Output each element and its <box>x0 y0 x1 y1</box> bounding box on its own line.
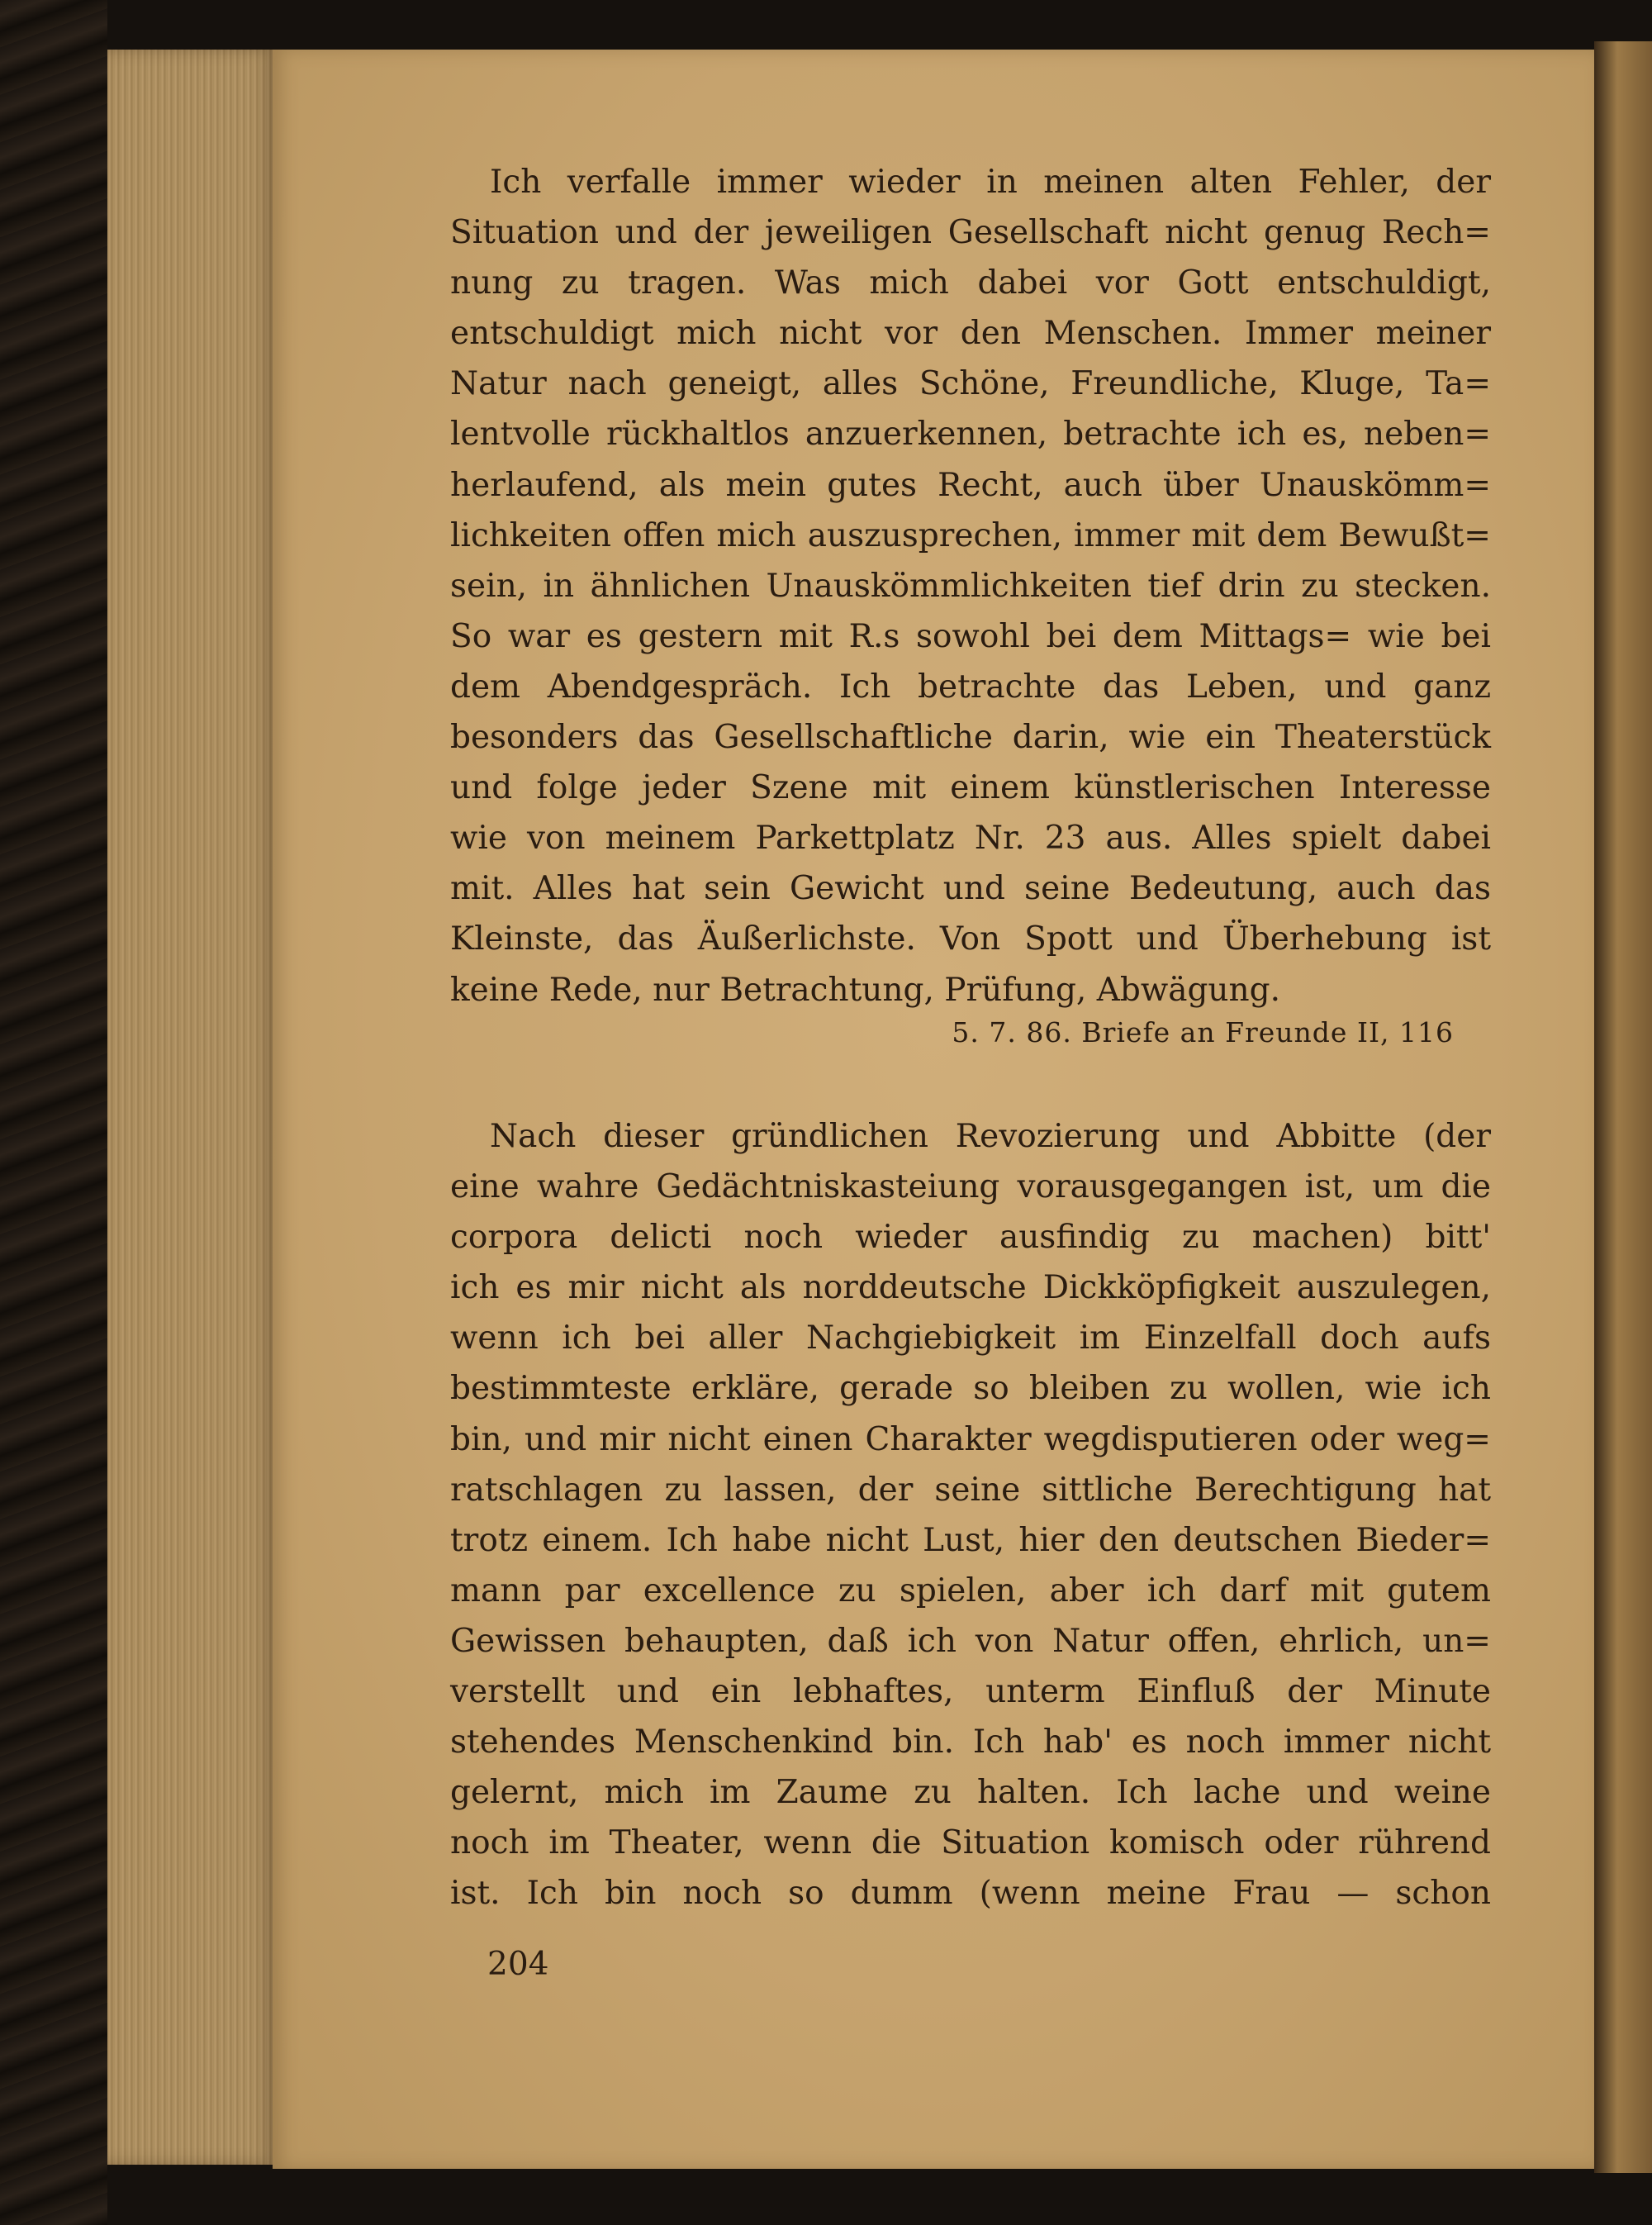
text-line: So war es gestern mit R.s sowohl bei dem Mittags= wie bei <box>450 617 1491 655</box>
text-line: entschuldigt mich nicht vor den Menschen. Immer meiner <box>450 315 1491 353</box>
text-line: und folge jeder Szene mit einem künstlerischen Interesse <box>450 769 1491 807</box>
text-line: Ich verfalle immer wieder in meinen alten Fehler, der <box>490 164 1491 201</box>
text-line: sein, in ähnlichen Unauskömmlichkeiten tief drin zu stecken. <box>450 567 1491 605</box>
book-cover <box>0 0 107 2225</box>
text-line: eine wahre Gedächtniskasteiung vorausgegangen ist, um die <box>450 1168 1491 1206</box>
text-line: lichkeiten offen mich auszusprechen, immer mit dem Bewußt= <box>450 516 1491 554</box>
page-number: 204 <box>487 1946 549 1983</box>
text-line: bestimmteste erkläre, gerade so bleiben zu wollen, wie ich <box>450 1370 1491 1408</box>
text-line: Natur nach geneigt, alles Schöne, Freundliche, Kluge, Ta= <box>450 365 1491 403</box>
text-line: mit. Alles hat sein Gewicht und seine Bedeutung, auch das <box>450 870 1491 908</box>
citation: 5. 7. 86. Briefe an Freunde II, 116 <box>952 1016 1454 1048</box>
text-line: bin, und mir nicht einen Charakter wegdisputieren oder weg= <box>450 1420 1491 1458</box>
text-line: ist. Ich bin noch so dumm (wenn meine Frau — schon <box>450 1875 1491 1913</box>
text-line: dem Abendgespräch. Ich betrachte das Leben, und ganz <box>450 668 1491 706</box>
text-line: herlaufend, als mein gutes Recht, auch über Unauskömm= <box>450 466 1491 504</box>
text-line: besonders das Gesellschaftliche darin, wie ein Theaterstück <box>450 719 1491 757</box>
text-line: wenn ich bei aller Nachgiebigkeit im Einzelfall doch aufs <box>450 1319 1491 1357</box>
paragraph-1 <box>450 157 1491 1015</box>
text-line: ratschlagen zu lassen, der seine sittliche Berechtigung hat <box>450 1471 1491 1509</box>
text-line: Nach dieser gründlichen Revozierung und Abbitte (der <box>490 1118 1491 1155</box>
text-line: Gewissen behaupten, daß ich von Natur offen, ehrlich, un= <box>450 1622 1491 1660</box>
text-line: noch im Theater, wenn die Situation komisch oder rührend <box>450 1824 1491 1862</box>
text-line: keine Rede, nur Betrachtung, Prüfung, Abwägung. <box>450 971 1281 1009</box>
text-line: nung zu tragen. Was mich dabei vor Gott entschuldigt, <box>450 264 1491 302</box>
text-line: stehendes Menschenkind bin. Ich hab' es noch immer nicht <box>450 1723 1491 1761</box>
facing-page-edge <box>1594 41 1652 2173</box>
text-line: gelernt, mich im Zaume zu halten. Ich lache und weine <box>450 1774 1491 1812</box>
text-line: wie von meinem Parkettplatz Nr. 23 aus. Alles spielt dabei <box>450 820 1491 858</box>
text-line: Situation und der jeweiligen Gesellschaft nicht genug Rech= <box>450 214 1491 252</box>
text-line: mann par excellence zu spielen, aber ich darf mit gutem <box>450 1571 1491 1609</box>
text-line: ich es mir nicht als norddeutsche Dickköpfigkeit auszulegen, <box>450 1269 1491 1307</box>
text-line: trotz einem. Ich habe nicht Lust, hier den deutschen Bieder= <box>450 1521 1491 1559</box>
text-line: corpora delicti noch wieder ausfindig zu machen) bitt' <box>450 1219 1491 1257</box>
page-edges <box>107 50 277 2165</box>
paragraph-2 <box>450 1111 1491 1919</box>
text-line: Kleinste, das Äußerlichste. Von Spott und Überhebung ist <box>450 920 1491 958</box>
text-line: verstellt und ein lebhaftes, unterm Einfluß der Minute <box>450 1673 1491 1711</box>
text-line: lentvolle rückhaltlos anzuerkennen, betrachte ich es, neben= <box>450 416 1491 454</box>
